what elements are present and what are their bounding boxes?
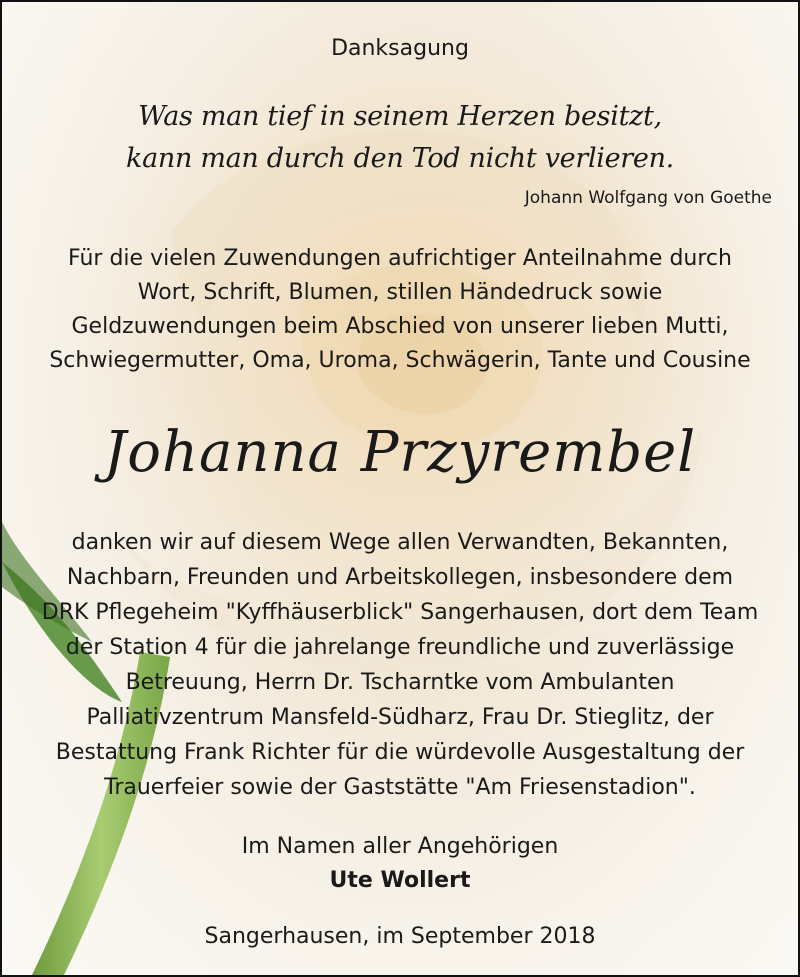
paragraph-line: Wort, Schrift, Blumen, stillen Händedruck sowie bbox=[137, 280, 663, 305]
deceased-name: Johanna Przyrembel bbox=[103, 420, 697, 485]
signature-intro: Im Namen aller Angehörigen bbox=[241, 834, 559, 859]
paragraph-line: Schwiegermutter, Oma, Uroma, Schwägerin, Tante und Cousine bbox=[49, 348, 751, 373]
intro-paragraph bbox=[32, 242, 768, 378]
paragraph-line: der Station 4 für die jahrelange freundliche und zuverlässige bbox=[65, 635, 735, 660]
paragraph-line: Für die vielen Zuwendungen aufrichtiger Anteilnahme durch bbox=[68, 246, 732, 271]
quote-line: Was man tief in seinem Herzen besitzt, bbox=[138, 101, 662, 132]
goethe-quote bbox=[2, 96, 798, 180]
paragraph-line: Bestattung Frank Richter für die würdevolle Ausgestaltung der bbox=[55, 740, 745, 765]
thanks-paragraph bbox=[26, 525, 774, 805]
signature-name: Ute Wollert bbox=[329, 868, 471, 893]
heading: Danksagung bbox=[331, 36, 469, 61]
obituary-text bbox=[2, 2, 798, 975]
paragraph-line: Trauerfeier sowie der Gaststätte "Am Friesenstadion". bbox=[104, 775, 696, 800]
paragraph-line: danken wir auf diesem Wege allen Verwandten, Bekannten, bbox=[71, 530, 729, 555]
paragraph-line: Geldzuwendungen beim Abschied von unserer lieben Mutti, bbox=[71, 314, 729, 339]
paragraph-line: Palliativzentrum Mansfeld-Südharz, Frau Dr. Stieglitz, der bbox=[86, 705, 714, 730]
paragraph-line: DRK Pflegeheim "Kyffhäuserblick" Sangerhausen, dort dem Team bbox=[41, 600, 759, 625]
quote-author: Johann Wolfgang von Goethe bbox=[524, 188, 772, 208]
place-date: Sangerhausen, im September 2018 bbox=[204, 924, 596, 949]
quote-line: kann man durch den Tod nicht verlieren. bbox=[126, 143, 674, 174]
paragraph-line: Betreuung, Herrn Dr. Tscharntke vom Ambulanten bbox=[125, 670, 675, 695]
paragraph-line: Nachbarn, Freunden und Arbeitskollegen, insbesondere dem bbox=[66, 565, 734, 590]
